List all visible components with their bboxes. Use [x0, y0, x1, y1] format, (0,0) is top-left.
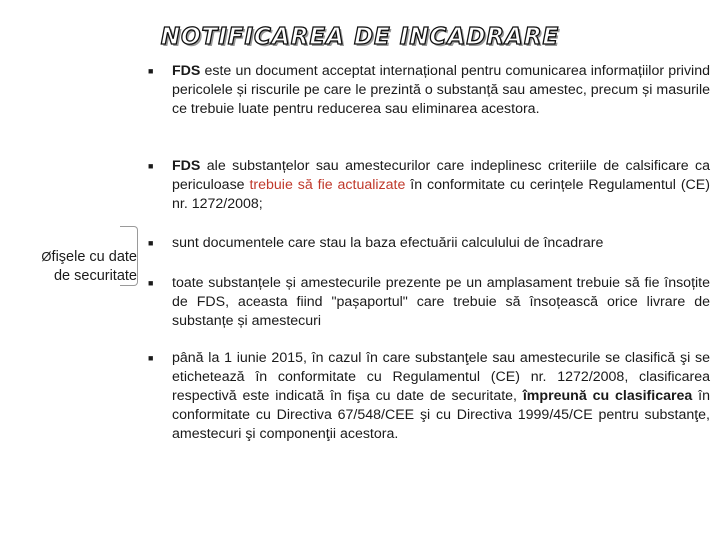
- square-bullet-icon: ■: [148, 278, 154, 288]
- side-label-line2: de securitate: [53, 268, 137, 284]
- item-body: până la 1 iunie 2015, în cazul în care substanţele sau amestecurile se clasifică şi se etichetează în conformitate cu Regulamentul (CE) nr. 1272/2008, clasificarea respectivă este indicată în fişa cu date de securitate,: [172, 350, 710, 404]
- side-label: [12, 247, 137, 286]
- item-body: toate substanțele și amestecurile prezente pe un amplasament trebuie să fie însoțite de FDS, aceasta fiind "pașaportul" care trebuie să însoțească orice livrare de substanțe și amestecuri: [172, 275, 710, 329]
- item-body-end: în conformitate cu Directiva 67/548/CEE şi cu Directiva 1999/45/CE pentru substanţe, amestecuri şi componenţii acestora.: [172, 388, 711, 442]
- item-text: [172, 157, 710, 214]
- list-item: [148, 157, 710, 214]
- item-body: este un document acceptat internațional pentru comunicarea informațiilor privind pericolele și riscurile pe care le prezintă o substanță sau amestec, precum și masurile ce trebuie luate pentru reducerea sau eliminarea acestora.: [172, 63, 710, 117]
- item-bold: împreună cu clasificarea: [522, 388, 693, 404]
- item-text: [172, 62, 710, 119]
- square-bullet-icon: ■: [148, 353, 154, 363]
- arrow-bullet-icon: Ø: [41, 249, 52, 264]
- item-body-end: în conformitate cu cerințele Regulamentul (CE) nr. 1272/2008;: [172, 177, 710, 212]
- item-text: [172, 349, 710, 444]
- item-bold: FDS: [172, 63, 201, 79]
- item-body: ale substanțelor sau amestecurilor care indeplinesc criteriile de calsificare ca periculoase: [172, 158, 710, 193]
- square-bullet-icon: ■: [148, 238, 154, 248]
- side-label-line1: fişele cu date: [51, 249, 137, 265]
- list-item: [148, 349, 710, 444]
- item-body: sunt documentele care stau la baza efectuării calculului de încadrare: [172, 235, 604, 251]
- item-text: [172, 274, 710, 331]
- square-bullet-icon: ■: [148, 66, 154, 76]
- list-item: [148, 234, 710, 253]
- list-item: [148, 62, 710, 119]
- slide-title: NOTIFICAREA DE INCADRARE: [160, 24, 560, 50]
- item-highlight: trebuie să fie actualizate: [249, 177, 406, 193]
- item-bold: FDS: [172, 158, 201, 174]
- square-bullet-icon: ■: [148, 161, 154, 171]
- list-item: [148, 274, 710, 331]
- item-text: [172, 234, 710, 253]
